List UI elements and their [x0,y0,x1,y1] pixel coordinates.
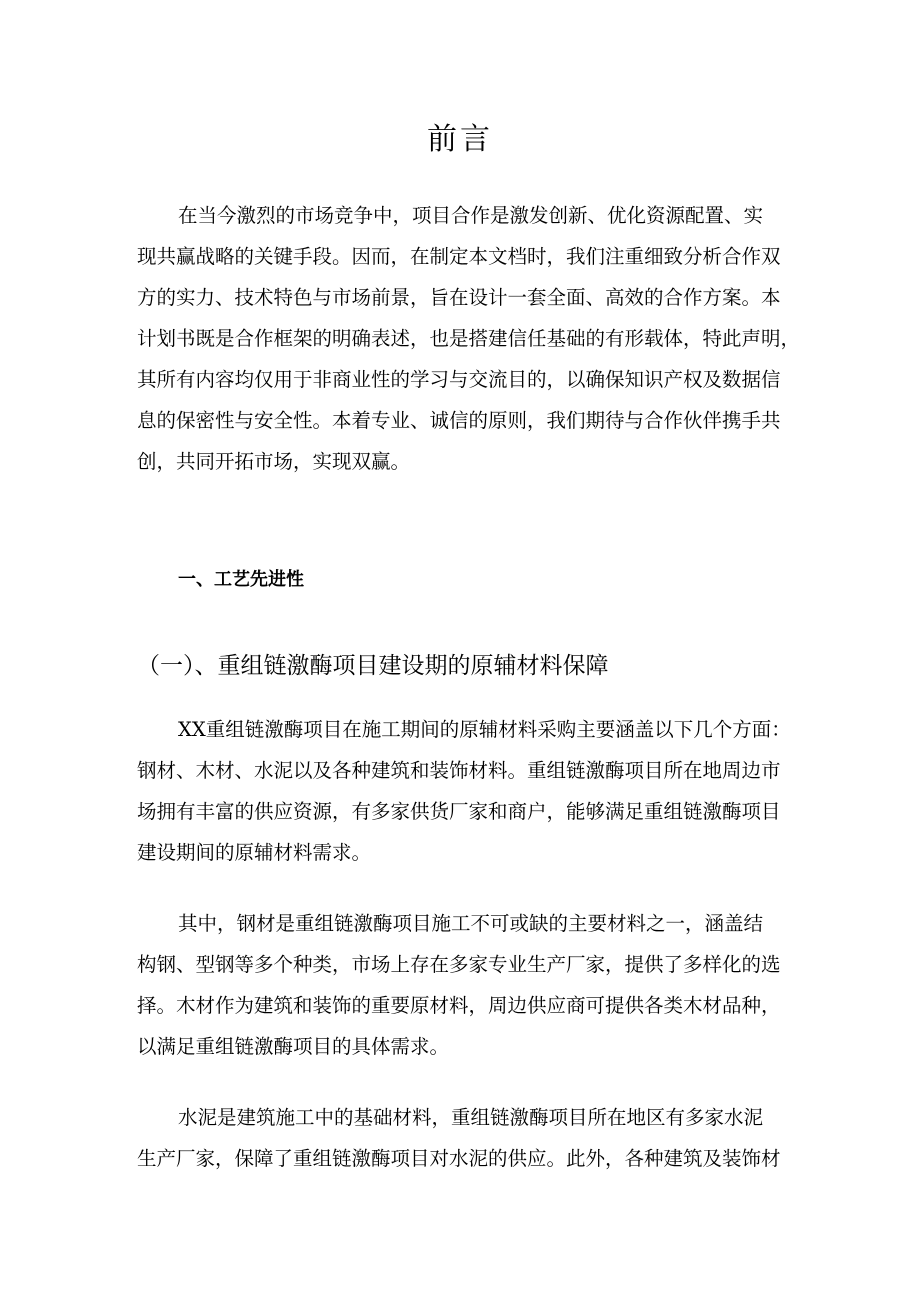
page-title: 前言 [427,122,493,157]
section-heading: 一、工艺先进性 [178,569,304,590]
paragraph-line: 息的保密性与安全性。本着专业、诚信的原则，我们期待与合作伙伴携手共 [137,409,781,432]
paragraph-line: 水泥是建筑施工中的基础材料，重组链激酶项目所在地区有多家水泥 [178,1106,764,1129]
paragraph-line: 生产厂家，保障了重组链激酶项目对水泥的供应。此外，各种建筑及装饰材 [137,1147,781,1170]
paragraph-line: 场拥有丰富的供应资源，有多家供货厂家和商户，能够满足重组链激酶项目 [137,800,781,823]
paragraph-line: 构钢、型钢等多个种类，市场上存在多家专业生产厂家，提供了多样化的选 [137,953,781,976]
body-paragraph [137,903,793,1067]
paragraph-line: 其中，钢材是重组链激酶项目施工不可或缺的主要材料之一，涵盖结 [178,912,764,935]
body-paragraph [137,709,793,873]
subsection-heading: （一）、重组链激酶项目建设期的原辅材料保障 [137,653,609,679]
paragraph-line: 创，共同开拓市场，实现双赢。 [137,450,411,473]
body-paragraph [137,1097,793,1179]
paragraph-line: 方的实力、技术特色与市场前景，旨在设计一套全面、高效的合作方案。本 [137,286,781,309]
paragraph-line: XX重组链激酶项目在施工期间的原辅材料采购主要涵盖以下几个方面： [178,718,791,741]
paragraph-line: 钢材、木材、水泥以及各种建筑和装饰材料。重组链激酶项目所在地周边市 [137,759,781,782]
paragraph-line: 以满足重组链激酶项目的具体需求。 [137,1035,450,1058]
paragraph-line: 计划书既是合作框架的明确表述，也是搭建信任基础的有形载体，特此声明， [137,327,801,350]
paragraph-line: 建设期间的原辅材料需求。 [137,841,372,864]
paragraph-line: 其所有内容均仅用于非商业性的学习与交流目的，以确保知识产权及数据信 [137,368,781,391]
paragraph-line: 现共赢战略的关键手段。因而，在制定本文档时，我们注重细致分析合作双 [137,245,781,268]
paragraph-line: 择。木材作为建筑和装饰的重要原材料，周边供应商可提供各类木材品种， [137,994,781,1017]
paragraph-line: 在当今激烈的市场竞争中，项目合作是激发创新、优化资源配置、实 [178,204,764,227]
preface-paragraph [137,195,801,482]
